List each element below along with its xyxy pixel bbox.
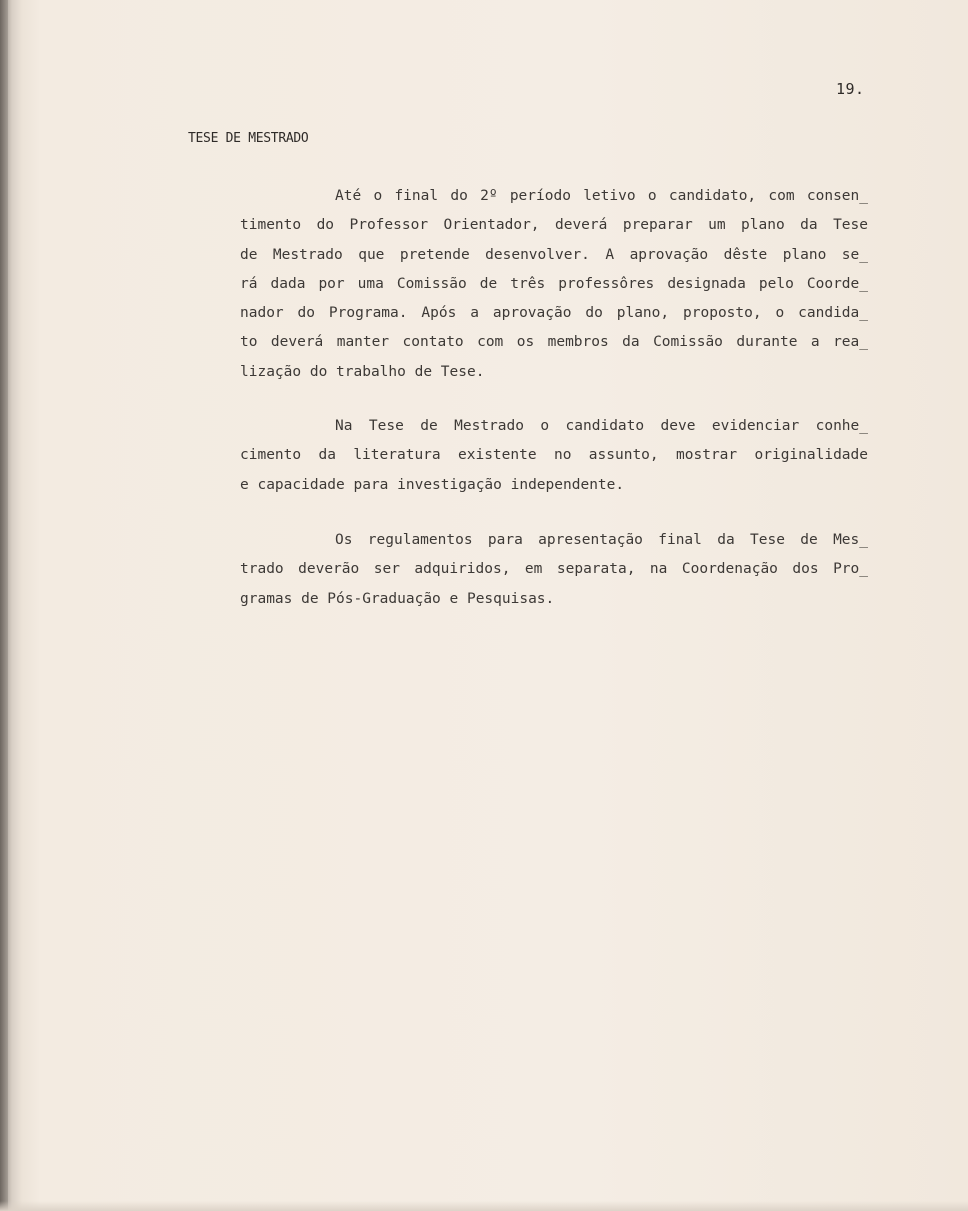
text-line: nador do Programa. Após a aprovação do plano, proposto, o candida_ (240, 305, 868, 322)
text-line: rá dada por uma Comissão de três professôres designada pelo Coorde_ (240, 275, 868, 292)
section-heading: TESE DE MESTRADO (188, 131, 309, 146)
page-bottom-edge (0, 1201, 968, 1211)
text-line: e capacidade para investigação independente. (240, 476, 625, 493)
binding-edge (0, 0, 8, 1211)
text-line: Na Tese de Mestrado o candidato deve evidenciar conhe_ (335, 418, 868, 434)
text-line: Os regulamentos para apresentação final da Tese de Mes_ (335, 532, 868, 548)
paragraph-thesis-requirements (240, 412, 868, 500)
paragraph-regulations (240, 526, 868, 614)
text-line: trado deverão ser adquiridos, em separata, na Coordenação dos Pro_ (240, 561, 868, 578)
page-number: 19. (836, 80, 865, 98)
text-line: timento do Professor Orientador, deverá preparar um plano da Tese (240, 217, 868, 234)
text-line: cimento da literatura existente no assunto, mostrar originalidade (240, 447, 868, 464)
paragraph-plan-approval (240, 182, 868, 387)
text-line: gramas de Pós-Graduação e Pesquisas. (240, 590, 555, 607)
text-line: lização do trabalho de Tese. (240, 363, 485, 380)
text-line: to deverá manter contato com os membros da Comissão durante a rea_ (240, 334, 868, 351)
text-line: de Mestrado que pretende desenvolver. A aprovação dêste plano se_ (240, 246, 868, 263)
text-line: Até o final do 2º período letivo o candidato, com consen_ (335, 188, 868, 204)
